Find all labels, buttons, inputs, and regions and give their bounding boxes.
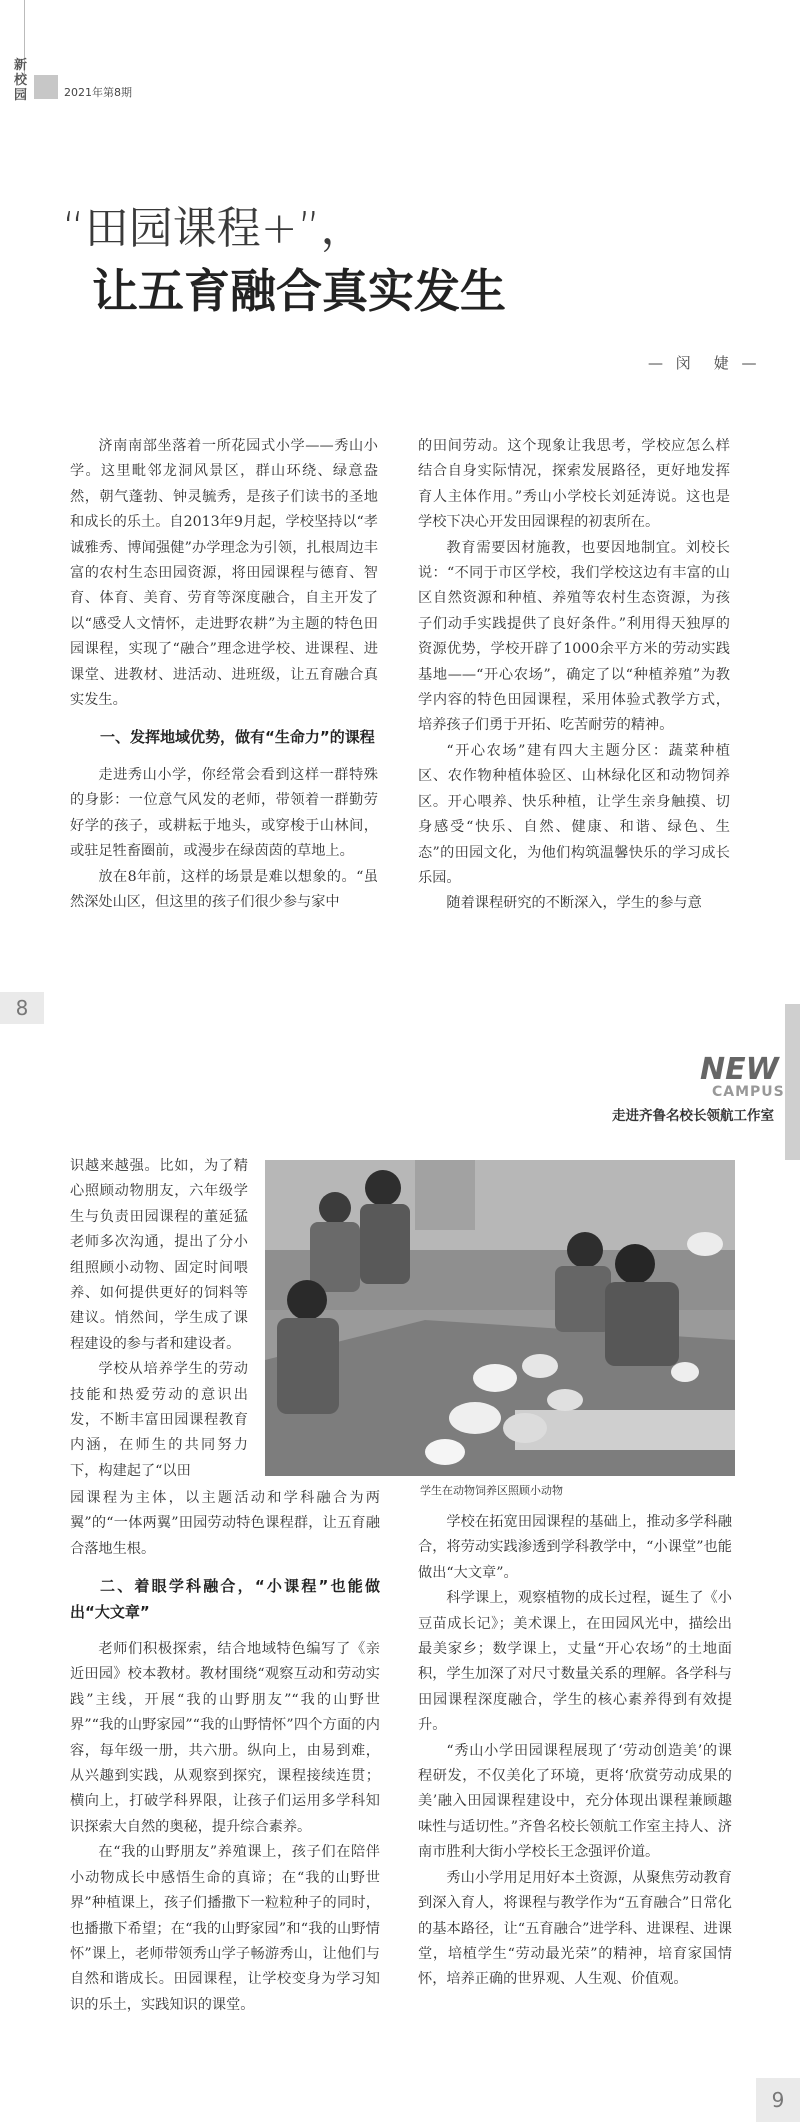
column-right-bottom xyxy=(418,1510,732,1993)
column-title-char: 新 xyxy=(14,58,28,73)
column-left-bottom xyxy=(70,1486,380,2018)
paragraph: 在“我的山野朋友”养殖课上，孩子们在陪伴小动物成长中感悟生命的真谛；在“我的山野世界”种植课上，孩子们播撒下一粒粒种子的同时，也播撒下希望；在“我的山野家园”和“我的山野情怀”课上，老师带领秀山学子畅游秀山，让他们与自然和谐成长。田园课程，让学校变身为学习知识的乐土，实践知识的课堂。 xyxy=(70,1844,380,2013)
paragraph: 老师们积极探索，结合地域特色编写了《亲近田园》校本教材。教材围绕“观察互动和劳动实践”主线，开展“我的山野朋友”“我的山野世界”“我的山野家园”“我的山野情怀”四个方面的内容，每年级一册，共六册。纵向上，由易到难，从兴趣到实践，从观察到探究，课程接续连贯；横向上，打破学科界限，让孩子们运用多学科知识探索大自然的奥秘，提升综合素养。 xyxy=(70,1641,380,1835)
new-logo: NEW xyxy=(700,1052,779,1087)
section-heading-2: 二、着眼学科融合，“小课程”也能做出“大文章” xyxy=(70,1577,380,1621)
paragraph: 学校在拓宽田园课程的基础上，推动多学科融合，将劳动实践渗透到学科教学中，“小课堂”也能做出“大文章”。 xyxy=(418,1514,732,1581)
column-right-top xyxy=(418,434,730,917)
column-left-top xyxy=(70,434,378,915)
section-heading-1: 一、发挥地域优势，做有“生命力”的课程 xyxy=(100,728,375,747)
paragraph: 科学课上，观察植物的成长过程，诞生了《小豆苗成长记》；美术课上，在田园风光中，描绘出最美家乡；数学课上，丈量“开心农场”的土地面积，学生加深了对尺寸数量关系的理解。各学科与田园课程深度融合，学生的核心素养得到有效提升。 xyxy=(418,1590,732,1734)
article-photo xyxy=(265,1160,735,1476)
header-square xyxy=(34,75,58,99)
column-title-char: 园 xyxy=(14,88,28,103)
side-tab xyxy=(785,1004,800,1160)
paragraph: 教育需要因材施教，也要因地制宜。刘校长说：“不同于市区学校，我们学校这边有丰富的山区自然资源和种植、养殖等农村生态资源，为孩子们动手实践提供了良好条件。”利用得天独厚的资源优势，学校开辟了1000余平方米的劳动实践基地——“开心农场”，确定了以“种植养殖”为教学内容的特色田园课程，采用体验式教学方式，培养孩子们勇于开拓、吃苦耐劳的精神。 xyxy=(418,539,730,734)
paragraph: “开心农场”建有四大主题分区：蔬菜种植区、农作物种植体验区、山林绿化区和动物饲养区。开心喂养、快乐种植，让学生亲身触摸、切身感受“快乐、自然、健康、和谐、绿色、生态”的田园文化，为他们构筑温馨快乐的学习成长乐园。 xyxy=(418,742,730,886)
column-title-char: 校 xyxy=(14,73,28,88)
paragraph: 走进秀山小学，你经常会看到这样一群特殊的身影：一位意气风发的老师，带领着一群勤劳好学的孩子，或耕耘于地头，或穿梭于山林间，或驻足牲畜圈前，或漫步在绿茵茵的草地上。 xyxy=(70,766,378,860)
paragraph: 秀山小学用足用好本土资源，从聚焦劳动教育到深入育人，将课程与教学作为“五育融合”日常化的基本路径，让“五育融合”进学科、进课程、进课堂，培植学生“劳动最光荣”的精神，培育家国情怀，培养正确的世界观、人生观、价值观。 xyxy=(418,1869,732,1988)
paragraph: 济南南部坐落着一所花园式小学——秀山小学。这里毗邻龙洞风景区，群山环绕、绿意盎然，朝气蓬勃、钟灵毓秀，是孩子们读书的圣地和成长的乐土。自2013年9月起，学校坚持以“孝诚雅秀、博闻强健”办学理念为引领，扎根周边丰富的农村生态田园资源，将田园课程与德育、智育、体育、美育、劳育等深度融合，自主开发了以“感受人文情怀，走进野农耕”为主题的特色田园课程，实现了“融合”理念进学校、进课程、进课堂、进教材、进活动、进班级，让五育融合真实发生。 xyxy=(70,438,378,709)
article-author: — 闵 婕 — xyxy=(648,354,761,372)
campus-logo: CAMPUS xyxy=(712,1084,785,1100)
paragraph: “秀山小学田园课程展现了‘劳动创造美’的课程研发，不仅美化了环境，更将‘欣赏劳动成果的美’融入田园课程建设中，充分体现出课程兼顾趣味性与适切性。”齐鲁名校长领航工作室主持人、济南市胜利大街小学校长王念强评价道。 xyxy=(418,1742,732,1861)
article-title-line2: 让五育融合真实发生 xyxy=(92,264,506,318)
paragraph: 放在8年前，这样的场景是难以想象的。“虽然深处山区，但这里的孩子们很少参与家中 xyxy=(70,868,378,910)
paragraph: 识越来越强。比如，为了精心照顾动物朋友，六年级学生与负责田园课程的董延猛老师多次沟通，提出了分小组照顾小动物、固定时间喂养、如何提供更好的饲料等建议。悄然间，学生成了课程建设的参与者和建设者。 xyxy=(70,1158,248,1352)
column-narrow xyxy=(70,1154,248,1484)
photo-caption: 学生在动物饲养区照顾小动物 xyxy=(420,1484,563,1497)
page-number-right: 9 xyxy=(756,2078,800,2122)
article-title-line1: “田园课程+”， xyxy=(62,203,365,254)
section-label: 走进齐鲁名校长领航工作室 xyxy=(612,1108,774,1124)
paragraph: 的田间劳动。这个现象让我思考，学校应怎么样结合自身实际情况，探索发展路径，更好地发挥育人主体作用。”秀山小学校长刘延涛说。这也是学校下决心开发田园课程的初衷所在。 xyxy=(418,438,730,531)
paragraph: 学校从培养学生的劳动技能和热爱劳动的意识出发，不断丰富田园课程教育内涵，在师生的共同努力下，构建起了“以田 xyxy=(70,1361,248,1479)
issue-label: 2021年第8期 xyxy=(64,86,132,99)
magazine-column-title xyxy=(14,58,30,103)
paragraph: 园课程为主体，以主题活动和学科融合为两翼”的“一体两翼”田园劳动特色课程群，让五育融合落地生根。 xyxy=(70,1490,380,1557)
page-number-left: 8 xyxy=(0,992,44,1024)
paragraph: 随着课程研究的不断深入，学生的参与意 xyxy=(446,895,702,912)
